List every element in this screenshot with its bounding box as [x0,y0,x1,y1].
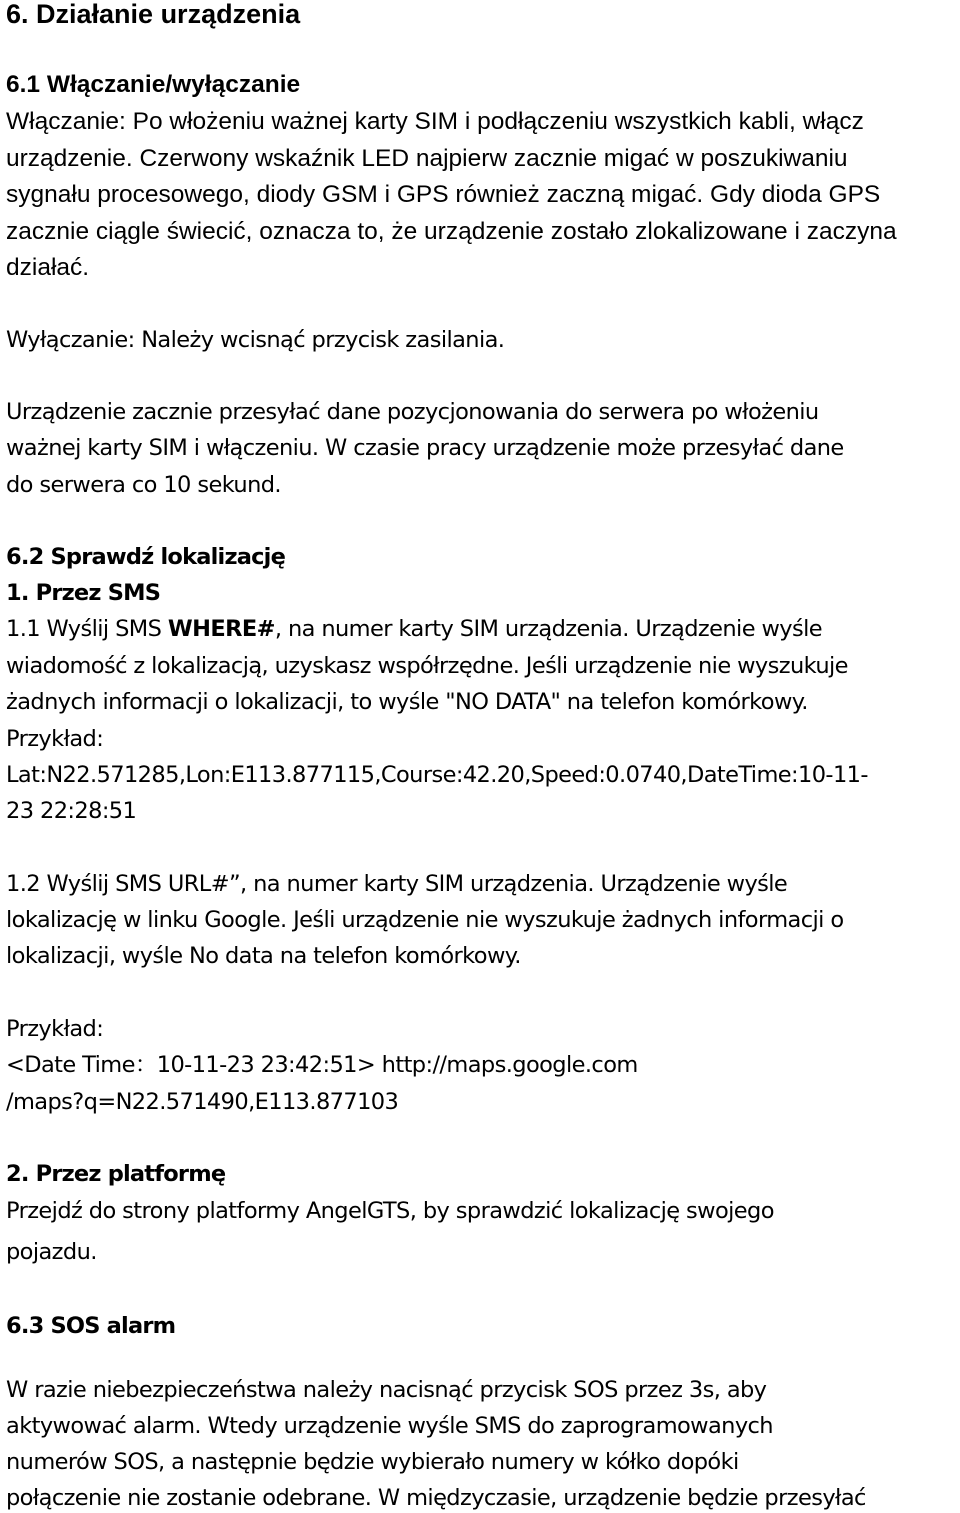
paragraph-line: Przejdź do strony platformy AngelGTS, by sprawdzić lokalizację swojego [6,1198,774,1224]
paragraph-line: Przykład: [6,726,104,752]
section-6-2-heading: 6.2 Sprawdź lokalizację [6,544,286,570]
paragraph-line: numerów SOS, a następnie będzie wybierało numery w kółko dopóki [6,1449,739,1475]
paragraph-line: Włączanie: Po włożeniu ważnej karty SIM i podłączeniu wszystkich kabli, włącz [6,108,864,135]
paragraph-line: zacznie ciągle świecić, oznacza to, że urządzenie zostało zlokalizowane i zaczyna [6,218,897,245]
paragraph-line: sygnału procesowego, diody GSM i GPS również zaczną migać. Gdy dioda GPS [6,181,881,208]
subheading-platform: 2. Przez platformę [6,1161,226,1187]
example-url: /maps?q=N22.571490,E113.877103 [6,1089,399,1115]
section-6-3-heading: 6.3 SOS alarm [6,1313,176,1339]
example-coordinates: Lat:N22.571285,Lon:E113.877115,Course:42.20,Speed:0.0740,DateTime:10-11- [6,762,868,788]
paragraph-line: wiadomość z lokalizacją, uzyskasz współrzędne. Jeśli urządzenie nie wyszukuje [6,653,848,679]
paragraph-line: W razie niebezpieczeństwa należy nacisnąć przycisk SOS przez 3s, aby [6,1377,767,1403]
paragraph-line: urządzenie. Czerwony wskaźnik LED najpierw zacznie migać w poszukiwaniu [6,145,848,172]
paragraph-line: lokalizacji, wyśle No data na telefon komórkowy. [6,943,521,969]
paragraph-line: ważnej karty SIM i włączeniu. W czasie pracy urządzenie może przesyłać dane [6,435,844,461]
paragraph-line: lokalizację w linku Google. Jeśli urządzenie nie wyszukuje żadnych informacji o [6,907,844,933]
page-title: 6. Działanie urządzenia [6,0,301,29]
power-off-text: Wyłączanie: Należy wcisnąć przycisk zasilania. [6,327,505,353]
section-6-1-heading: 6.1 Włączanie/wyłączanie [6,71,301,98]
paragraph-line: Urządzenie zacznie przesyłać dane pozycjonowania do serwera po włożeniu [6,399,819,425]
example-label: Przykład: [6,1016,104,1042]
paragraph-line: 1.2 Wyślij SMS URL#”, na numer karty SIM urządzenia. Urządzenie wyśle [6,871,788,897]
paragraph-line: aktywować alarm. Wtedy urządzenie wyśle SMS do zaprogramowanych [6,1413,773,1439]
example-url: <Date Time：10-11-23 23:42:51> http://maps.google.com [6,1052,638,1078]
paragraph-line: 1.1 Wyślij SMS WHERE#, na numer karty SIM urządzenia. Urządzenie wyśle [6,616,823,642]
example-coordinates: 23 22:28:51 [6,798,137,824]
paragraph-line: żadnych informacji o lokalizacji, to wyśle "NO DATA" na telefon komórkowy. [6,689,808,715]
paragraph-line: do serwera co 10 sekund. [6,472,281,498]
subheading-sms: 1. Przez SMS [6,580,161,606]
paragraph-line: połączenie nie zostanie odebrane. W międzyczasie, urządzenie będzie przesyłać [6,1485,866,1511]
paragraph-line: działać. [6,254,90,281]
sms-command: WHERE# [167,616,275,642]
paragraph-line: pojazdu. [6,1239,97,1265]
